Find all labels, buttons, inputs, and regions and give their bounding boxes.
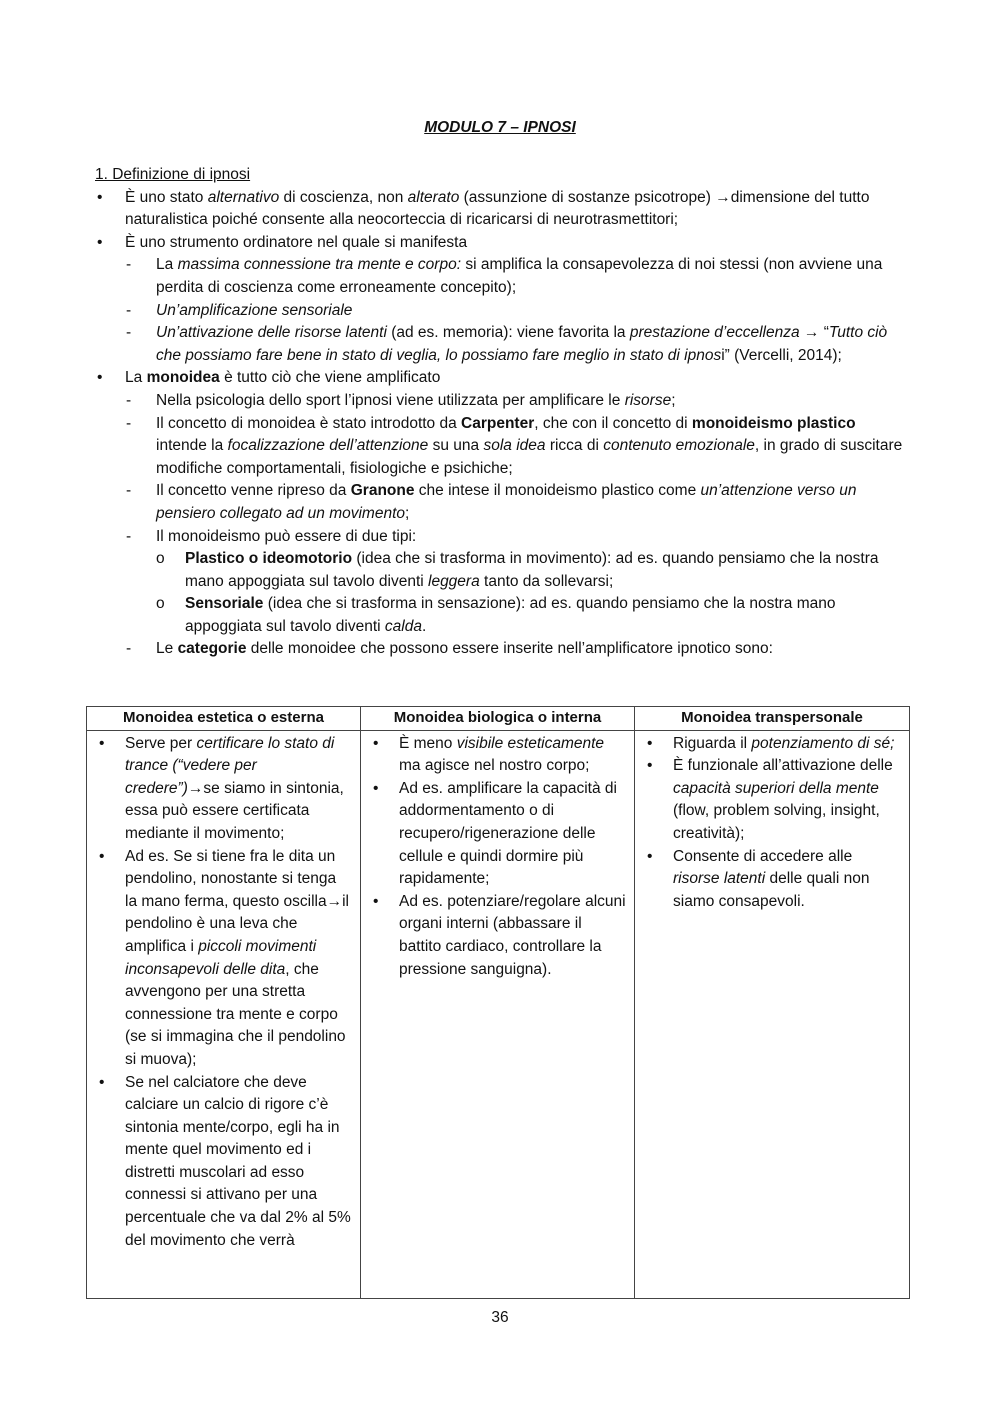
table-cell-transpersonal xyxy=(635,730,910,1298)
bullet-monoidea: • La monoidea è tutto ciò che viene amplificato xyxy=(95,367,910,390)
bullet-ordering-tool: • È uno strumento ordinatore nel quale si manifesta xyxy=(95,232,910,255)
list-item: • Ad es. Se si tiene fra le dita un pendolino, nonostante si tenga la mano ferma, questo oscilla→il pendolino è una leva che amplifica i piccoli movimenti inconsapevoli delle dita, che avvengono per una stretta connessione tra mente e corpo (se si immagina che il pendolino si muova); xyxy=(95,846,352,1072)
sub-item-categories: - Le categorie delle monoidee che possono essere inserite nell’amplificatore ipnotico sono: xyxy=(95,638,910,661)
list-item: • Consente di accedere alle risorse latenti delle quali non siamo consapevoli. xyxy=(643,846,901,914)
bullet-alternative-state: • È uno stato alternativo di coscienza, non alterato (assunzione di sostanze psicotrope) →dimensione del tutto naturalistica poiché consente alla neocorteccia di ricaricarsi di neurotrasmettitori; xyxy=(95,187,910,232)
arrow-right-icon: → xyxy=(799,324,824,342)
table-cell-aesthetic xyxy=(87,730,361,1298)
sub-item-sport-psychology: - Nella psicologia dello sport l’ipnosi viene utilizzata per amplificare le risorse; xyxy=(95,390,910,413)
list-item: • Serve per certificare lo stato di trance (“vedere per credere”)→se siamo in sintonia, essa può essere certificata mediante il movimento; xyxy=(95,733,352,846)
column-header: Monoidea estetica o esterna xyxy=(87,707,361,731)
arrow-right-icon: → xyxy=(187,779,204,797)
sub-item-sensory: - Un’amplificazione sensoriale xyxy=(95,300,910,323)
type-item-sensory: o Sensoriale (idea che si trasforma in sensazione): ad es. quando pensiamo che la nostra mano appoggiata sul tavolo diventi calda. xyxy=(95,593,910,638)
column-header: Monoidea transpersonale xyxy=(635,707,910,731)
list-item: • Se nel calciatore che deve calciare un calcio di rigore c’è sintonia mente/corpo, egli ha in mente quel movimento ed i distretti muscolari ad esso connessi si attivano per una percentuale che va dal 2% al 5% del movimento che verrà xyxy=(95,1072,352,1253)
list-item: • Riguarda il potenziamento di sé; xyxy=(643,733,901,756)
list-item: • Ad es. amplificare la capacità di addormentamento o di recupero/rigenerazione delle cellule e quindi dormire più rapidamente; xyxy=(369,778,626,891)
sub-item-latent-resources: - Un’attivazione delle risorse latenti (ad es. memoria): viene favorita la prestazione d’eccellenza → “Tutto ciò che possiamo fare bene in stato di veglia, lo possiamo fare meglio in stato di ipnosi” (Vercelli, 2014); xyxy=(95,322,910,367)
type-item-plastic: o Plastico o ideomotorio (idea che si trasforma in movimento): ad es. quando pensiamo che la nostra mano appoggiata sul tavolo diventi leggera tanto da sollevarsi; xyxy=(95,548,910,593)
sub-item-two-types: - Il monoideismo può essere di due tipi: xyxy=(95,526,910,549)
page-title: MODULO 7 – IPNOSI xyxy=(424,119,576,136)
sub-item-mind-body: - La massima connessione tra mente e corpo: si amplifica la consapevolezza di noi stessi (non avviene una perdita di coscienza come erroneamente concepito); xyxy=(95,254,910,299)
list-item: • È funzionale all’attivazione delle capacità superiori della mente (flow, problem solving, insight, creatività); xyxy=(643,755,901,845)
arrow-right-icon: → xyxy=(326,892,343,910)
page-number: 36 xyxy=(491,1309,509,1326)
table-cell-biological xyxy=(361,730,635,1298)
column-header: Monoidea biologica o interna xyxy=(361,707,635,731)
document-body xyxy=(95,164,910,661)
arrow-right-icon: → xyxy=(715,188,731,206)
list-item: • Ad es. potenziare/regolare alcuni organi interni (abbassare il battito cardiaco, controllare la pressione sanguigna). xyxy=(369,891,626,981)
list-item: • È meno visibile esteticamente ma agisce nel nostro corpo; xyxy=(369,733,626,778)
sub-item-granone: - Il concetto venne ripreso da Granone che intese il monoideismo plastico come un’attenzione verso un pensiero collegato ad un movimento; xyxy=(95,480,910,525)
sub-item-carpenter: - Il concetto di monoidea è stato introdotto da Carpenter, che con il concetto di monoideismo plastico intende la focalizzazione dell’attenzione su una sola idea ricca di contenuto emozionale, in grado di suscitare modifiche comportamentali, fisiologiche e psichiche; xyxy=(95,413,910,481)
monoidea-table xyxy=(86,706,910,1299)
section-heading: 1. Definizione di ipnosi xyxy=(95,166,251,183)
